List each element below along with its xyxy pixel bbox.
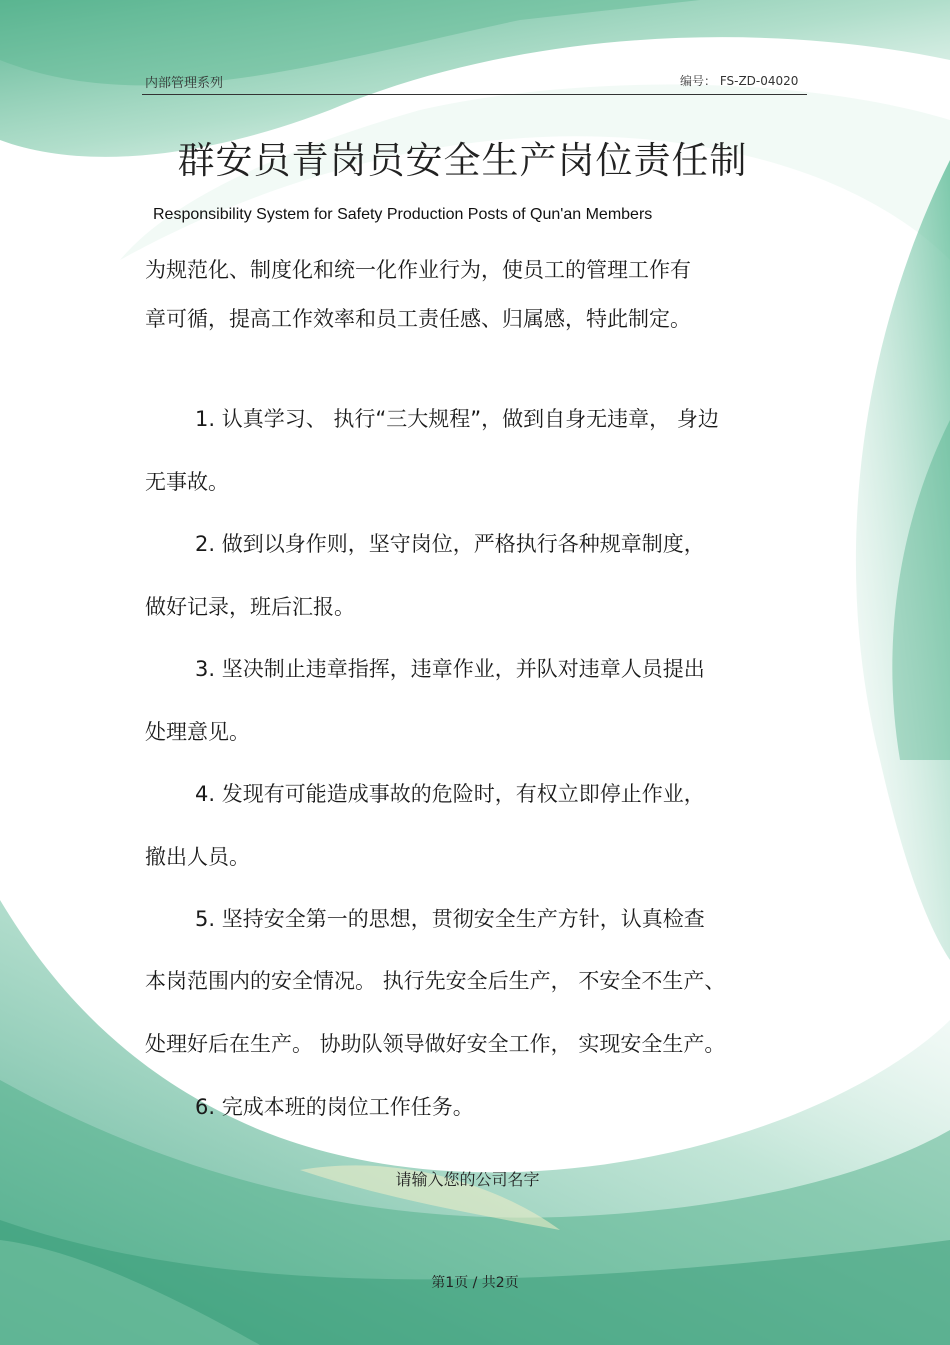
item-5-line-2: 本岗范围内的安全情况。 执行先安全后生产， 不安全不生产、	[145, 969, 726, 993]
item-1-line-2: 无事故。	[145, 470, 229, 494]
item-2-line-1: 2. 做到以身作则，坚守岗位，严格执行各种规章制度，	[195, 532, 705, 556]
item-5-line-3: 处理好后在生产。 协助队领导做好安全工作， 实现安全生产。	[145, 1032, 726, 1056]
item-4-line-2: 撤出人员。	[145, 845, 250, 869]
item-4-line-1: 4. 发现有可能造成事故的危险时，有权立即停止作业，	[195, 782, 705, 806]
item-3-line-1: 3. 坚决制止违章指挥，违章作业，并队对违章人员提出	[195, 657, 705, 681]
item-1-line-1: 1. 认真学习、 执行“三大规程”，做到自身无违章， 身边	[195, 407, 719, 431]
item-3-line-2: 处理意见。	[145, 720, 250, 744]
document-title: 群安员青岗员安全生产岗位责任制	[177, 139, 748, 182]
company-name-placeholder: 请输入您的公司名字	[395, 1170, 540, 1189]
document-subtitle: Responsibility System for Safety Production Posts of Qun'an Members	[153, 206, 653, 223]
item-2-line-2: 做好记录，班后汇报。	[145, 595, 355, 619]
intro-line-1: 为规范化、制度化和统一化作业行为，使员工的管理工作有	[145, 258, 691, 282]
item-6-line-1: 6. 完成本班的岗位工作任务。	[195, 1095, 474, 1119]
item-5-line-1: 5. 坚持安全第一的思想，贯彻安全生产方针，认真检查	[195, 907, 705, 931]
header-code: 编号： FS-ZD-04020	[680, 74, 799, 88]
page-number: 第1页 / 共2页	[431, 1275, 519, 1291]
intro-line-2: 章可循，提高工作效率和员工责任感、归属感，特此制定。	[145, 307, 691, 331]
header-divider	[142, 94, 807, 95]
header-series: 内部管理系列	[145, 76, 224, 91]
